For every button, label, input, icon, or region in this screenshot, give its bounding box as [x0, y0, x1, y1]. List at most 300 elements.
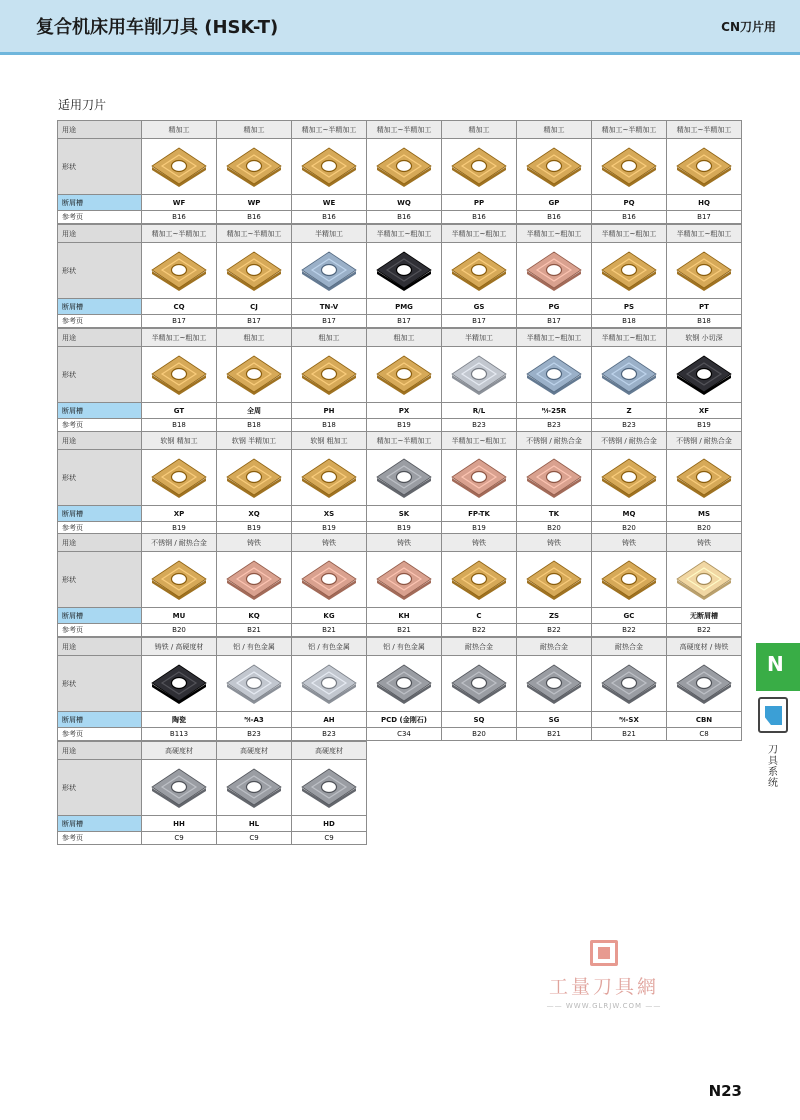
use-cell: 铸铁: [442, 534, 517, 552]
chipbreaker-cell: WQ: [367, 195, 442, 211]
table-row: [58, 432, 742, 450]
insert-icon: [223, 456, 285, 500]
chipbreaker-cell: PP: [442, 195, 517, 211]
insert-table: [57, 533, 742, 637]
use-cell: 高硬度材 / 铸铁: [667, 638, 742, 656]
reference-page-cell[interactable]: B22: [592, 624, 667, 637]
insert-image-cell: [517, 450, 592, 506]
insert-image-cell: [667, 656, 742, 712]
watermark-logo-icon: [584, 938, 624, 968]
use-cell: 高硬度材: [142, 742, 217, 760]
use-cell: 铸铁: [517, 534, 592, 552]
chipbreaker-cell: PS: [592, 299, 667, 315]
chipbreaker-cell: ᴺ⁄ₗ-SX: [592, 712, 667, 728]
use-cell: 半精加工~粗加工: [592, 225, 667, 243]
row-label: 用途: [58, 432, 142, 450]
insert-icon: [373, 456, 435, 500]
use-cell: 软钢 粗加工: [292, 432, 367, 450]
insert-image-cell: [517, 656, 592, 712]
row-label: 参考页: [58, 522, 142, 535]
use-cell: 精加工: [142, 121, 217, 139]
insert-icon: [223, 766, 285, 810]
chipbreaker-cell: R/L: [442, 403, 517, 419]
chipbreaker-cell: TK: [517, 506, 592, 522]
insert-icon: [373, 249, 435, 293]
insert-icon: [298, 456, 360, 500]
use-cell: 高硬度材: [217, 742, 292, 760]
chipbreaker-cell: MS: [667, 506, 742, 522]
reference-page-cell[interactable]: B20: [517, 522, 592, 535]
insert-icon: [148, 353, 210, 397]
insert-icon: [148, 662, 210, 706]
insert-icon: [223, 353, 285, 397]
chipbreaker-cell: TN-V: [292, 299, 367, 315]
chipbreaker-cell: 无断屑槽: [667, 608, 742, 624]
use-cell: 不锈钢 / 耐热合金: [142, 534, 217, 552]
reference-page-cell[interactable]: B21: [292, 624, 367, 637]
reference-page-cell[interactable]: B17: [367, 315, 442, 328]
insert-image-cell: [142, 552, 217, 608]
chipbreaker-cell: ZS: [517, 608, 592, 624]
use-cell: 耐热合金: [517, 638, 592, 656]
use-cell: 半精加工~粗加工: [442, 432, 517, 450]
insert-icon: [448, 249, 510, 293]
insert-image-cell: [442, 656, 517, 712]
insert-image-cell: [442, 450, 517, 506]
chipbreaker-cell: AH: [292, 712, 367, 728]
reference-page-cell[interactable]: B16: [367, 211, 442, 224]
chipbreaker-cell: SQ: [442, 712, 517, 728]
insert-image-cell: [442, 347, 517, 403]
insert-icon: [523, 662, 585, 706]
insert-image-cell: [292, 760, 367, 816]
use-cell: 精加工~半精加工: [292, 121, 367, 139]
insert-icon: [523, 456, 585, 500]
use-cell: 半精加工: [442, 329, 517, 347]
insert-image-cell: [142, 243, 217, 299]
insert-icon: [298, 249, 360, 293]
insert-image-cell: [142, 760, 217, 816]
table-row: [58, 329, 742, 347]
chipbreaker-cell: MQ: [592, 506, 667, 522]
insert-icon: [373, 353, 435, 397]
table-row: [58, 534, 742, 552]
use-cell: 半精加工~粗加工: [517, 329, 592, 347]
chipbreaker-cell: GC: [592, 608, 667, 624]
insert-icon: [298, 353, 360, 397]
row-label: 断屑槽: [58, 712, 142, 728]
chipbreaker-cell: WP: [217, 195, 292, 211]
chipbreaker-cell: ᴺ⁄ₗ-25R: [517, 403, 592, 419]
table-row: [58, 728, 742, 741]
insert-icon: [298, 662, 360, 706]
insert-image-cell: [367, 552, 442, 608]
watermark: [534, 938, 674, 1010]
reference-page-cell[interactable]: B18: [292, 419, 367, 432]
insert-icon: [448, 456, 510, 500]
row-label: 形状: [58, 243, 142, 299]
reference-page-cell[interactable]: B22: [442, 624, 517, 637]
insert-table: [57, 328, 742, 432]
insert-icon: [673, 249, 735, 293]
reference-page-cell[interactable]: B16: [442, 211, 517, 224]
reference-page-cell[interactable]: B22: [517, 624, 592, 637]
table-row: [58, 712, 742, 728]
use-cell: 高硬度材: [292, 742, 367, 760]
use-cell: 铝 / 有色金属: [217, 638, 292, 656]
chipbreaker-cell: PX: [367, 403, 442, 419]
insert-icon: [673, 558, 735, 602]
insert-icon: [448, 353, 510, 397]
insert-image-cell: [667, 552, 742, 608]
use-cell: 软钢 半精加工: [217, 432, 292, 450]
insert-icon: [673, 353, 735, 397]
row-label: 参考页: [58, 832, 142, 845]
insert-icon: [448, 558, 510, 602]
row-label: 参考页: [58, 624, 142, 637]
row-label: 用途: [58, 638, 142, 656]
insert-image-cell: [292, 347, 367, 403]
table-row: [58, 608, 742, 624]
chipbreaker-cell: CQ: [142, 299, 217, 315]
insert-image-cell: [592, 347, 667, 403]
insert-image-cell: [217, 139, 292, 195]
table-row: [58, 742, 367, 760]
insert-icon: [148, 145, 210, 189]
use-cell: 精加工~半精加工: [667, 121, 742, 139]
chipbreaker-cell: WF: [142, 195, 217, 211]
insert-image-cell: [592, 139, 667, 195]
chipbreaker-cell: SK: [367, 506, 442, 522]
reference-page-cell[interactable]: C9: [217, 832, 292, 845]
section-heading: 适用刀片: [58, 98, 107, 112]
insert-icon: [523, 249, 585, 293]
use-cell: 半精加工~粗加工: [667, 225, 742, 243]
reference-page-cell[interactable]: B21: [517, 728, 592, 741]
chipbreaker-cell: KQ: [217, 608, 292, 624]
chipbreaker-cell: XS: [292, 506, 367, 522]
row-label: 断屑槽: [58, 816, 142, 832]
insert-icon: [223, 145, 285, 189]
row-label: 断屑槽: [58, 403, 142, 419]
reference-page-cell[interactable]: B17: [217, 315, 292, 328]
chipbreaker-cell: KH: [367, 608, 442, 624]
chipbreaker-cell: HH: [142, 816, 217, 832]
watermark-url: —— WWW.GLRJW.COM ——: [546, 1002, 662, 1010]
row-label: 参考页: [58, 728, 142, 741]
table-row: [58, 816, 367, 832]
insert-image-cell: [292, 139, 367, 195]
use-cell: 半精加工~粗加工: [517, 225, 592, 243]
use-cell: 不锈钢 / 耐热合金: [667, 432, 742, 450]
table-row: [58, 195, 742, 211]
row-label: 用途: [58, 329, 142, 347]
insert-icon: [448, 145, 510, 189]
chipbreaker-cell: GP: [517, 195, 592, 211]
use-cell: 铸铁: [217, 534, 292, 552]
table-row: [58, 552, 742, 608]
insert-icon: [298, 766, 360, 810]
insert-image-cell: [667, 243, 742, 299]
reference-page-cell[interactable]: B20: [142, 624, 217, 637]
use-cell: 不锈钢 / 耐热合金: [517, 432, 592, 450]
insert-image-cell: [217, 347, 292, 403]
reference-page-cell[interactable]: B16: [517, 211, 592, 224]
chipbreaker-cell: HD: [292, 816, 367, 832]
row-label: 断屑槽: [58, 195, 142, 211]
insert-icon: [598, 558, 660, 602]
reference-page-cell[interactable]: C34: [367, 728, 442, 741]
insert-icon: [223, 558, 285, 602]
reference-page-cell[interactable]: B18: [142, 419, 217, 432]
reference-page-cell[interactable]: B19: [367, 419, 442, 432]
reference-page-cell[interactable]: B19: [292, 522, 367, 535]
insert-image-cell: [367, 450, 442, 506]
reference-page-cell[interactable]: B17: [667, 211, 742, 224]
use-cell: 精加工~半精加工: [217, 225, 292, 243]
table-row: [58, 315, 742, 328]
insert-image-cell: [292, 450, 367, 506]
chipbreaker-cell: FP-TK: [442, 506, 517, 522]
chipbreaker-cell: XP: [142, 506, 217, 522]
insert-image-cell: [592, 450, 667, 506]
use-cell: 铸铁: [292, 534, 367, 552]
insert-icon: [148, 249, 210, 293]
use-cell: 半精加工~粗加工: [367, 225, 442, 243]
chipbreaker-cell: WE: [292, 195, 367, 211]
chipbreaker-cell: XF: [667, 403, 742, 419]
reference-page-cell[interactable]: B21: [217, 624, 292, 637]
reference-page-cell[interactable]: B23: [217, 728, 292, 741]
chipbreaker-cell: XQ: [217, 506, 292, 522]
table-row: [58, 832, 367, 845]
use-cell: 精加工~半精加工: [367, 121, 442, 139]
chipbreaker-cell: PCD (金刚石): [367, 712, 442, 728]
insert-image-cell: [517, 243, 592, 299]
row-label: 用途: [58, 534, 142, 552]
insert-image-cell: [142, 139, 217, 195]
reference-page-cell[interactable]: B21: [592, 728, 667, 741]
table-row: [58, 656, 742, 712]
row-label: 用途: [58, 225, 142, 243]
insert-icon: [598, 249, 660, 293]
reference-page-cell[interactable]: B113: [142, 728, 217, 741]
chipbreaker-cell: PMG: [367, 299, 442, 315]
reference-page-cell[interactable]: C9: [292, 832, 367, 845]
use-cell: 耐热合金: [442, 638, 517, 656]
reference-page-cell[interactable]: B17: [517, 315, 592, 328]
insert-table: [57, 120, 742, 224]
chipbreaker-cell: 全周: [217, 403, 292, 419]
table-row: [58, 403, 742, 419]
use-cell: 粗加工: [292, 329, 367, 347]
insert-icon: [523, 558, 585, 602]
insert-table: [57, 224, 742, 328]
insert-image-cell: [442, 552, 517, 608]
reference-page-cell[interactable]: B18: [217, 419, 292, 432]
insert-icon: [373, 145, 435, 189]
use-cell: 精加工: [517, 121, 592, 139]
table-row: [58, 121, 742, 139]
chipbreaker-cell: Z: [592, 403, 667, 419]
table-row: [58, 638, 742, 656]
insert-icon: [298, 145, 360, 189]
chipbreaker-cell: PQ: [592, 195, 667, 211]
use-cell: 精加工~半精加工: [592, 121, 667, 139]
reference-page-cell[interactable]: B22: [667, 624, 742, 637]
table-row: [58, 139, 742, 195]
use-cell: 铸铁: [667, 534, 742, 552]
row-label: 用途: [58, 121, 142, 139]
reference-page-cell[interactable]: B19: [142, 522, 217, 535]
chipbreaker-cell: MU: [142, 608, 217, 624]
insert-image-cell: [142, 347, 217, 403]
insert-image-cell: [592, 656, 667, 712]
insert-table: [57, 637, 742, 741]
reference-page-cell[interactable]: B23: [442, 419, 517, 432]
use-cell: 不锈钢 / 耐热合金: [592, 432, 667, 450]
section-tab-letter: N: [767, 652, 784, 676]
reference-page-cell[interactable]: B20: [592, 522, 667, 535]
table-row: [58, 243, 742, 299]
insert-image-cell: [217, 552, 292, 608]
row-label: 参考页: [58, 419, 142, 432]
insert-image-cell: [217, 760, 292, 816]
insert-icon: [523, 145, 585, 189]
insert-image-cell: [442, 243, 517, 299]
reference-page-cell[interactable]: C9: [142, 832, 217, 845]
insert-icon: [598, 145, 660, 189]
insert-image-cell: [142, 656, 217, 712]
header-tag: CN刀片用: [721, 20, 776, 34]
reference-page-cell[interactable]: B19: [667, 419, 742, 432]
chipbreaker-cell: HQ: [667, 195, 742, 211]
row-label: 断屑槽: [58, 608, 142, 624]
insert-icon: [598, 662, 660, 706]
reference-page-cell[interactable]: B23: [517, 419, 592, 432]
insert-icon: [448, 662, 510, 706]
reference-page-cell[interactable]: B19: [217, 522, 292, 535]
use-cell: 粗加工: [367, 329, 442, 347]
insert-image-cell: [292, 552, 367, 608]
reference-page-cell[interactable]: B18: [592, 315, 667, 328]
use-cell: 软钢 精加工: [142, 432, 217, 450]
table-row: [58, 347, 742, 403]
reference-page-cell[interactable]: B23: [592, 419, 667, 432]
reference-page-cell[interactable]: B23: [292, 728, 367, 741]
chipbreaker-cell: HL: [217, 816, 292, 832]
chipbreaker-cell: GS: [442, 299, 517, 315]
reference-page-cell[interactable]: B16: [217, 211, 292, 224]
insert-image-cell: [517, 347, 592, 403]
reference-page-cell[interactable]: B19: [442, 522, 517, 535]
insert-icon: [373, 558, 435, 602]
watermark-name: 工量刀具網: [548, 976, 659, 998]
chipbreaker-cell: PH: [292, 403, 367, 419]
insert-image-cell: [367, 139, 442, 195]
insert-image-cell: [292, 243, 367, 299]
chipbreaker-cell: 陶瓷: [142, 712, 217, 728]
insert-icon: [673, 145, 735, 189]
row-label: 断屑槽: [58, 299, 142, 315]
insert-image-cell: [517, 139, 592, 195]
row-label: 形状: [58, 552, 142, 608]
insert-icon: [598, 353, 660, 397]
reference-page-cell[interactable]: B16: [592, 211, 667, 224]
use-cell: 精加工: [442, 121, 517, 139]
header-rule: [0, 52, 800, 55]
insert-image-cell: [667, 347, 742, 403]
reference-page-cell[interactable]: B18: [667, 315, 742, 328]
use-cell: 半精加工: [292, 225, 367, 243]
reference-page-cell[interactable]: B17: [442, 315, 517, 328]
page-number: N23: [708, 1082, 742, 1100]
chipbreaker-cell: KG: [292, 608, 367, 624]
reference-page-cell[interactable]: B16: [292, 211, 367, 224]
reference-page-cell[interactable]: B20: [442, 728, 517, 741]
insert-image-cell: [667, 450, 742, 506]
table-row: [58, 225, 742, 243]
insert-image-cell: [367, 656, 442, 712]
reference-page-cell[interactable]: B17: [142, 315, 217, 328]
use-cell: 半精加工~粗加工: [592, 329, 667, 347]
table-row: [58, 506, 742, 522]
use-cell: 半精加工~粗加工: [142, 329, 217, 347]
insert-icon: [673, 662, 735, 706]
row-label: 形状: [58, 760, 142, 816]
use-cell: 精加工: [217, 121, 292, 139]
use-cell: 半精加工~粗加工: [442, 225, 517, 243]
use-cell: 精加工~半精加工: [367, 432, 442, 450]
table-row: [58, 450, 742, 506]
insert-table: [57, 431, 742, 535]
chipbreaker-cell: CJ: [217, 299, 292, 315]
reference-page-cell[interactable]: B21: [367, 624, 442, 637]
use-cell: 软钢 小切深: [667, 329, 742, 347]
insert-icon: [223, 249, 285, 293]
insert-image-cell: [217, 656, 292, 712]
page-title: 复合机床用车削刀具 (HSK-T): [36, 17, 279, 38]
use-cell: 铸铁 / 高硬度材: [142, 638, 217, 656]
row-label: 形状: [58, 347, 142, 403]
use-cell: 铝 / 有色金属: [367, 638, 442, 656]
tool-system-icon: [758, 697, 788, 733]
reference-page-cell[interactable]: B17: [292, 315, 367, 328]
table-row: [58, 624, 742, 637]
row-label: 形状: [58, 450, 142, 506]
insert-icon: [148, 456, 210, 500]
side-label: 刀具系统: [768, 745, 778, 789]
insert-image-cell: [217, 450, 292, 506]
insert-image-cell: [367, 243, 442, 299]
reference-page-cell[interactable]: C8: [667, 728, 742, 741]
insert-image-cell: [142, 450, 217, 506]
chipbreaker-cell: PG: [517, 299, 592, 315]
use-cell: 铝 / 有色金属: [292, 638, 367, 656]
reference-page-cell[interactable]: B16: [142, 211, 217, 224]
reference-page-cell[interactable]: B20: [667, 522, 742, 535]
use-cell: 粗加工: [217, 329, 292, 347]
row-label: 参考页: [58, 211, 142, 224]
insert-image-cell: [367, 347, 442, 403]
table-row: [58, 419, 742, 432]
reference-page-cell[interactable]: B19: [367, 522, 442, 535]
insert-icon: [373, 662, 435, 706]
row-label: 用途: [58, 742, 142, 760]
insert-table: [57, 741, 367, 845]
insert-icon: [298, 558, 360, 602]
insert-icon: [673, 456, 735, 500]
